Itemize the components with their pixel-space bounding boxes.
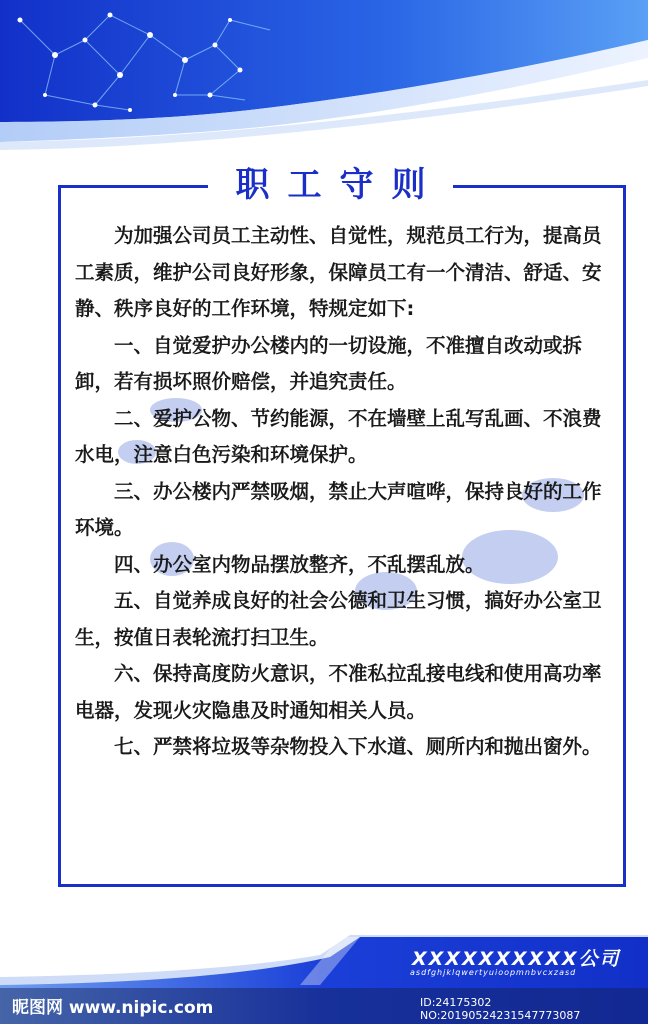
watermark-id: ID:24175302 NO:20190524231547773087 — [420, 996, 581, 1022]
rules-body — [75, 218, 615, 766]
rule-item: 六、保持高度防火意识，不准私拉乱接电线和使用高功率电器，发现火灾隐患及时通知相关人员。 — [75, 662, 602, 722]
frame-top-left-line — [58, 185, 208, 188]
intro-paragraph: 为加强公司员工主动性、自觉性，规范员工行为，提高员工素质，维护公司良好形象，保障员工有一个清洁、舒适、安静、秩序良好的工作环境，特规定如下: — [75, 224, 602, 320]
rule-item: 五、自觉养成良好的社会公德和卫生习惯，搞好办公室卫生，按值日表轮流打扫卫生。 — [75, 589, 602, 649]
company-subtext: asdfghjklqwertyuioopmnbvcxzasd — [410, 968, 577, 977]
frame-top-right-line — [453, 185, 626, 188]
header-network-banner — [0, 0, 648, 160]
rule-item: 二、爱护公物、节约能源，不在墙壁上乱写乱画、不浪费水电，注意白色污染和环境保护。 — [75, 406, 602, 466]
company-name: XXXXXXXXXX公司 — [412, 948, 621, 970]
poster-title: 职工守则 — [235, 165, 444, 205]
rule-item: 三、办公楼内严禁吸烟，禁止大声喧哗，保持良好的工作环境。 — [75, 479, 602, 539]
rule-item: 四、办公室内物品摆放整齐，不乱摆乱放。 — [114, 552, 485, 576]
rule-item: 一、自觉爱护办公楼内的一切设施，不准擅自改动或拆卸，若有损坏照价赔偿，并追究责任。 — [75, 333, 583, 393]
watermark-site: 昵图网 www.nipic.com — [12, 998, 214, 1018]
rule-item: 七、严禁将垃圾等杂物投入下水道、厕所内和抛出窗外。 — [114, 735, 602, 758]
